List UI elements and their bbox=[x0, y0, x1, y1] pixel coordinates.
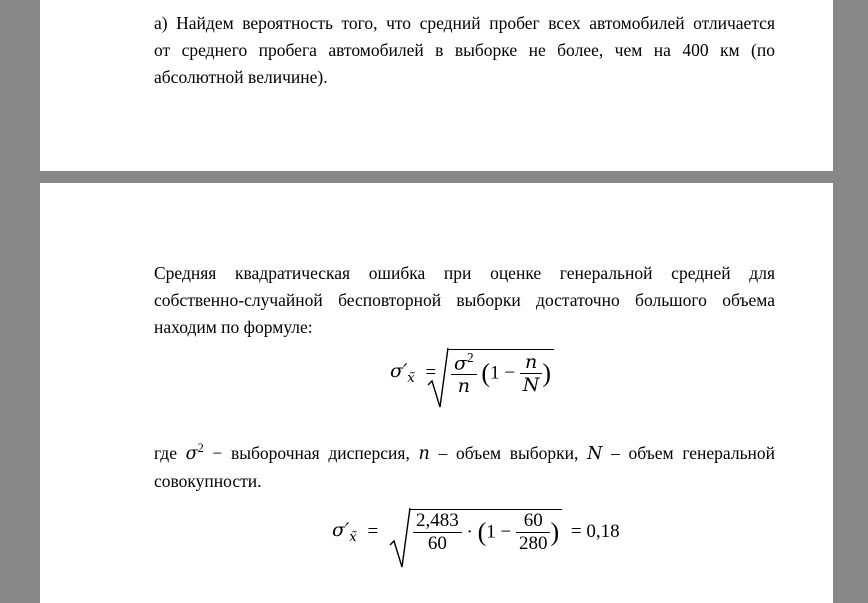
square-root: $\frac{\sigma^2}{n}$ (1 − $\frac{n}{N}$ ) bbox=[447, 349, 554, 397]
text-line: находим по формуле: bbox=[154, 317, 313, 337]
result-value: = 0,18 bbox=[570, 521, 620, 542]
text-line: абсолютной величине). bbox=[154, 67, 328, 87]
text-line: собственно-случайной бесповторной выборки достаточно большого объема bbox=[154, 290, 775, 310]
radical-sign-icon bbox=[389, 507, 411, 571]
formula-lhs: $\sigma'_{x̃}$ bbox=[390, 360, 415, 387]
text-line: от среднего пробега автомобилей в выборке не более, чем на 400 км (по bbox=[154, 40, 775, 60]
standard-error-formula bbox=[390, 349, 554, 397]
notation-paragraph bbox=[154, 435, 775, 495]
text-line: совокупности. bbox=[154, 470, 262, 491]
fraction-sigma-over-n: $\frac{\sigma^2}{n}$ bbox=[451, 350, 477, 397]
task-paragraph bbox=[154, 10, 775, 91]
intro-paragraph bbox=[154, 260, 775, 341]
equals-sign: = bbox=[367, 521, 379, 542]
fraction-n-over-N: $\frac{n}{N}$ bbox=[520, 351, 543, 396]
fraction-sample-over-population: $\frac{60}{280}$ bbox=[516, 510, 551, 555]
document-page-1 bbox=[40, 0, 833, 171]
text-line: а) Найдем вероятность того, что средний пробег всех автомобилей отличается bbox=[154, 13, 775, 33]
radical-sign-icon bbox=[427, 347, 449, 411]
standard-error-calculation bbox=[332, 509, 620, 555]
formula-lhs: $\sigma'_{x̃}$ bbox=[332, 519, 357, 545]
square-root: $\frac{2,483}{60}$ · (1 − $\frac{60}{280}$ ) bbox=[409, 509, 562, 555]
text-line: где $\sigma^2$ − выборочная дисперсия, n – объем выборки, N – объем генеральной bbox=[154, 441, 776, 464]
fraction-variance-over-n: $\frac{2,483}{60}$ bbox=[413, 510, 462, 555]
text-line: Средняя квадратическая ошибка при оценке генеральной средней для bbox=[154, 263, 775, 283]
equals-sign: = bbox=[425, 362, 437, 384]
document-page-2 bbox=[40, 183, 833, 603]
